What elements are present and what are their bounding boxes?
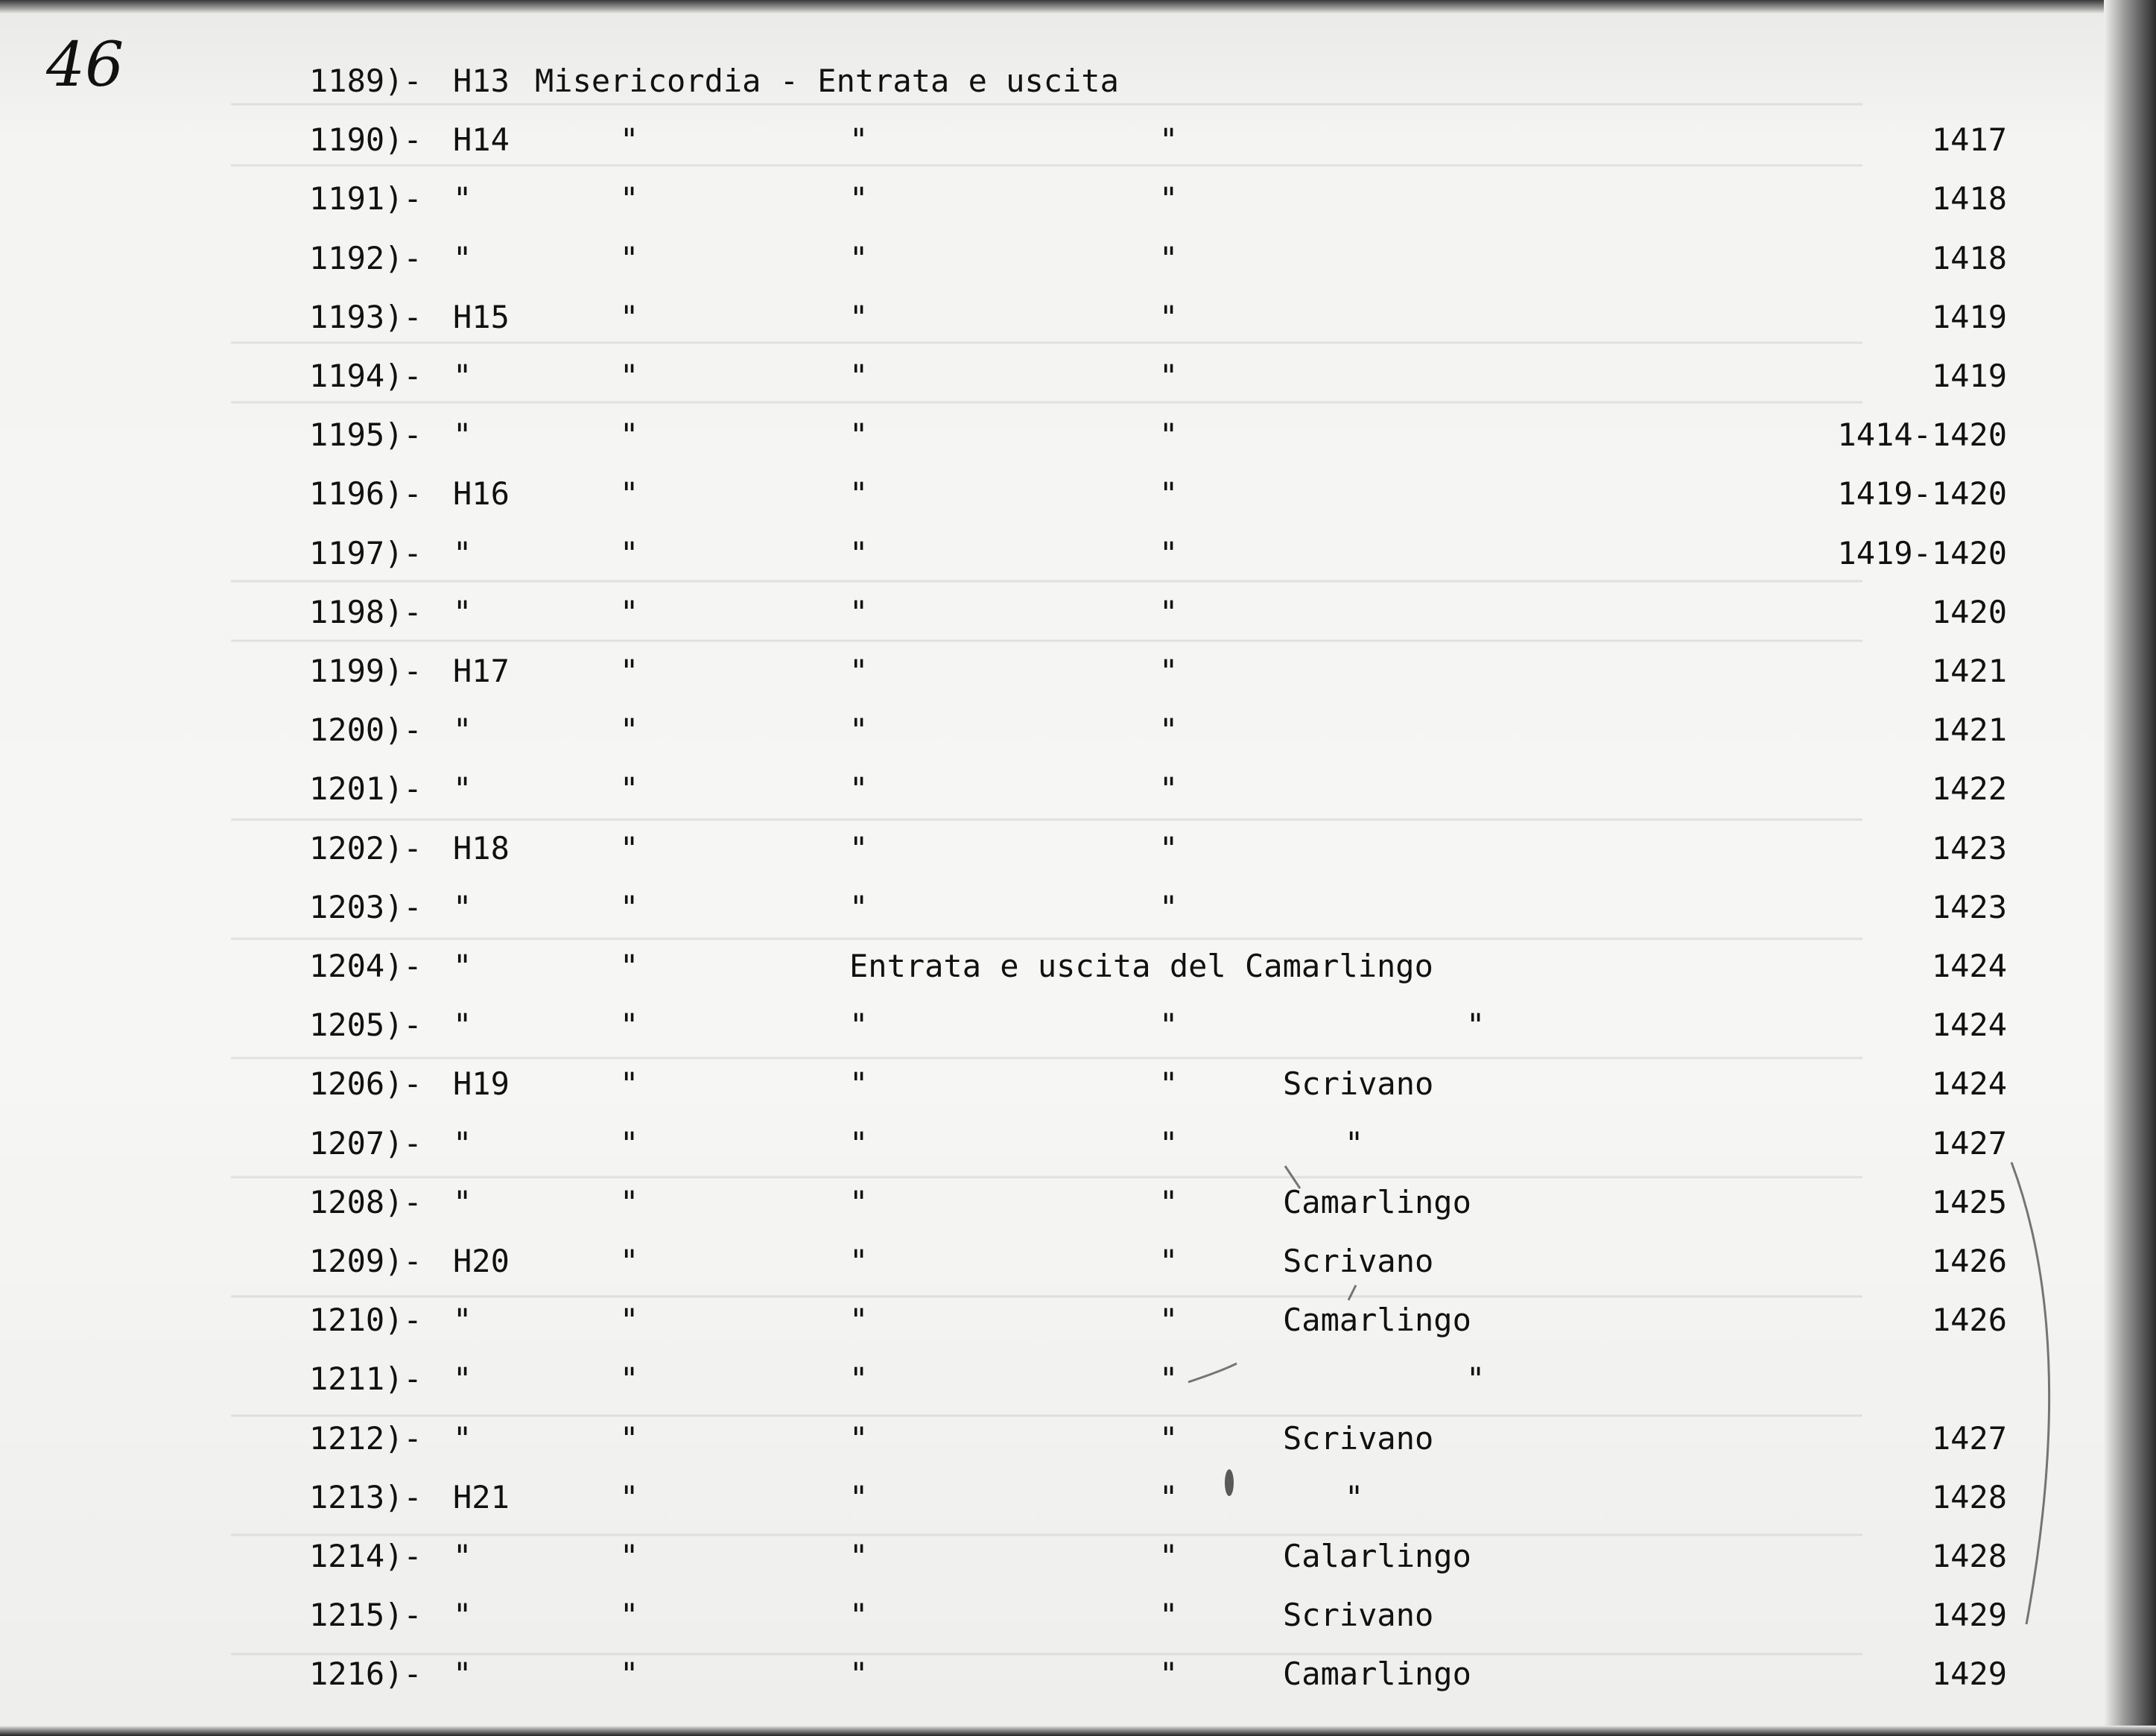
shelfmark: " <box>453 888 472 925</box>
ditto-mark: " <box>620 534 639 571</box>
ditto-mark: " <box>849 1183 869 1220</box>
ditto-mark: " <box>1159 1538 1179 1574</box>
shelfmark: " <box>453 416 472 454</box>
ditto-mark: " <box>849 1360 869 1398</box>
ditto-mark: " <box>1159 1243 1179 1279</box>
ditto-mark: " <box>620 770 639 808</box>
entry-number: 1193)- <box>309 298 422 335</box>
register-row <box>0 937 2156 995</box>
ditto-mark: " <box>849 239 869 276</box>
entry-number: 1201)- <box>309 770 422 808</box>
entry-years: 1429 <box>1931 1656 2007 1693</box>
entry-number: 1198)- <box>309 593 422 630</box>
scan-top-edge <box>0 0 2156 13</box>
entry-number: 1189)- <box>309 63 422 99</box>
shelfmark: " <box>453 1124 472 1162</box>
entry-years: 1419-1420 <box>1837 475 2007 513</box>
register-row <box>0 1232 2156 1290</box>
ditto-mark: " <box>620 1243 639 1279</box>
register-row <box>0 406 2156 464</box>
shelfmark: H13 <box>453 63 510 99</box>
ditto-mark: " <box>1159 829 1179 867</box>
ditto-mark: " <box>620 593 639 630</box>
ditto-mark: " <box>1345 1478 1364 1515</box>
register-row <box>0 1410 2156 1468</box>
register-row <box>0 1469 2156 1527</box>
ditto-mark: " <box>849 712 869 749</box>
shelfmark: H21 <box>453 1478 510 1515</box>
shelfmark: H19 <box>453 1065 510 1103</box>
entry-number: 1195)- <box>309 416 422 454</box>
register-row <box>0 1055 2156 1113</box>
ditto-mark: " <box>849 298 869 335</box>
register-row <box>0 347 2156 405</box>
ditto-mark: " <box>620 829 639 867</box>
office-holder: Camarlingo <box>1283 1656 1471 1693</box>
entry-years: 1424 <box>1931 1007 2007 1044</box>
entry-years: 1421 <box>1931 712 2007 749</box>
shelfmark: H17 <box>453 653 510 689</box>
office-holder: Calarlingo <box>1283 1538 1471 1574</box>
entry-years: 1418 <box>1931 239 2007 276</box>
ditto-mark: " <box>620 1007 639 1044</box>
entry-number: 1203)- <box>309 888 422 925</box>
ditto-mark: " <box>849 888 869 925</box>
ditto-mark: " <box>1159 1597 1179 1634</box>
ditto-mark: " <box>620 239 639 276</box>
register-row <box>0 1586 2156 1644</box>
register-row <box>0 701 2156 759</box>
ditto-mark: " <box>1159 1302 1179 1339</box>
entry-years: 1420 <box>1931 593 2007 630</box>
ditto-mark: " <box>1159 1656 1179 1693</box>
register-row <box>0 1527 2156 1585</box>
shelfmark: " <box>453 948 472 984</box>
entry-number: 1199)- <box>309 653 422 689</box>
ditto-mark: " <box>1159 1478 1179 1515</box>
ditto-mark: " <box>849 1656 869 1693</box>
entry-number: 1208)- <box>309 1183 422 1220</box>
shelfmark: H16 <box>453 475 510 513</box>
entry-number: 1200)- <box>309 712 422 749</box>
ditto-mark: " <box>620 948 639 984</box>
ditto-mark: " <box>1159 121 1179 159</box>
ditto-mark: " <box>1159 475 1179 513</box>
ditto-mark: " <box>1159 239 1179 276</box>
office-holder: Scrivano <box>1283 1597 1434 1634</box>
ditto-mark: " <box>1159 888 1179 925</box>
register-row <box>0 465 2156 523</box>
entry-years: 1422 <box>1931 770 2007 808</box>
entry-years: 1427 <box>1931 1419 2007 1457</box>
register-row <box>0 583 2156 642</box>
shelfmark: " <box>453 1656 472 1693</box>
register-row <box>0 111 2156 169</box>
register-row <box>0 1173 2156 1232</box>
ditto-mark: " <box>620 1478 639 1515</box>
entry-years: 1423 <box>1931 829 2007 867</box>
ditto-mark: " <box>849 1124 869 1162</box>
register-row <box>0 229 2156 288</box>
ditto-mark: " <box>620 1538 639 1574</box>
ditto-mark: " <box>620 298 639 335</box>
office-holder: Camarlingo <box>1283 1302 1471 1339</box>
register-row <box>0 288 2156 346</box>
ditto-mark: " <box>1159 1124 1179 1162</box>
register-row <box>0 525 2156 583</box>
entry-number: 1214)- <box>309 1538 422 1574</box>
shelfmark: H14 <box>453 121 510 159</box>
shelfmark: " <box>453 358 472 394</box>
ditto-mark: " <box>620 653 639 689</box>
ditto-mark: " <box>849 829 869 867</box>
ditto-mark: " <box>849 534 869 571</box>
register-row <box>0 1115 2156 1173</box>
ditto-mark: " <box>1159 1007 1179 1044</box>
register-row <box>0 878 2156 937</box>
entry-years: 1417 <box>1931 121 2007 159</box>
ditto-mark: " <box>620 1656 639 1693</box>
entry-number: 1205)- <box>309 1007 422 1044</box>
scan-right-edge <box>2104 0 2156 1736</box>
ditto-mark: " <box>849 475 869 513</box>
ditto-mark: " <box>1159 534 1179 571</box>
entry-years: 1427 <box>1931 1124 2007 1162</box>
register-row <box>0 642 2156 700</box>
shelfmark: H15 <box>453 298 510 335</box>
entry-years: 1426 <box>1931 1243 2007 1279</box>
shelfmark: " <box>453 239 472 276</box>
ditto-mark: " <box>849 1597 869 1634</box>
ditto-mark: " <box>849 416 869 454</box>
ditto-mark: " <box>1159 1183 1179 1220</box>
ditto-mark: " <box>849 653 869 689</box>
ditto-mark: " <box>620 121 639 159</box>
entry-number: 1216)- <box>309 1656 422 1693</box>
entry-years: 1424 <box>1931 1065 2007 1103</box>
ditto-mark: " <box>849 1419 869 1457</box>
shelfmark: H20 <box>453 1243 510 1279</box>
shelfmark: " <box>453 1183 472 1220</box>
entry-number: 1196)- <box>309 475 422 513</box>
ditto-mark: " <box>620 358 639 394</box>
register-row <box>0 996 2156 1054</box>
entry-number: 1212)- <box>309 1419 422 1457</box>
entry-years: 1419 <box>1931 298 2007 335</box>
ditto-mark: " <box>849 180 869 218</box>
entry-number: 1202)- <box>309 829 422 867</box>
ditto-mark: " <box>849 1007 869 1044</box>
ditto-mark: " <box>849 1538 869 1574</box>
ditto-mark: " <box>849 1302 869 1339</box>
ditto-mark: " <box>849 1065 869 1103</box>
shelfmark: H18 <box>453 829 510 867</box>
entry-years: 1421 <box>1931 653 2007 689</box>
entry-years: 1428 <box>1931 1538 2007 1574</box>
entry-years: 1426 <box>1931 1302 2007 1339</box>
series-title: Misericordia - Entrata e uscita <box>535 63 1119 99</box>
ditto-mark: " <box>620 1360 639 1398</box>
ditto-mark: " <box>1159 416 1179 454</box>
entry-years: 1428 <box>1931 1478 2007 1515</box>
ditto-mark: " <box>620 1065 639 1103</box>
entry-number: 1211)- <box>309 1360 422 1398</box>
page-number: 46 <box>46 30 124 101</box>
ditto-mark: " <box>849 770 869 808</box>
office-holder: Scrivano <box>1283 1065 1434 1103</box>
register-row <box>0 1645 2156 1703</box>
ditto-mark: " <box>1159 1065 1179 1103</box>
ditto-mark: " <box>1159 593 1179 630</box>
register-row <box>0 760 2156 818</box>
register-row <box>0 1350 2156 1408</box>
shelfmark: " <box>453 1597 472 1634</box>
office-holder: Camarlingo <box>1283 1183 1471 1220</box>
shelfmark: " <box>453 1007 472 1044</box>
shelfmark: " <box>453 534 472 571</box>
entry-number: 1210)- <box>309 1302 422 1339</box>
ditto-mark: " <box>620 1124 639 1162</box>
entry-number: 1206)- <box>309 1065 422 1103</box>
entry-years: 1423 <box>1931 888 2007 925</box>
entry-number: 1213)- <box>309 1478 422 1515</box>
scan-bottom-edge <box>0 1726 2156 1736</box>
entry-years: 1418 <box>1931 180 2007 218</box>
ditto-mark: " <box>1159 770 1179 808</box>
office-holder: Scrivano <box>1283 1419 1434 1457</box>
ditto-mark: " <box>849 121 869 159</box>
entry-number: 1190)- <box>309 121 422 159</box>
entry-years: 1414-1420 <box>1837 416 2007 454</box>
shelfmark: " <box>453 1302 472 1339</box>
ditto-mark: " <box>620 1183 639 1220</box>
entry-description: Entrata e uscita del Camarlingo <box>849 948 1433 984</box>
ditto-mark: " <box>849 1478 869 1515</box>
ditto-mark: " <box>849 593 869 630</box>
entry-number: 1194)- <box>309 358 422 394</box>
ditto-mark: " <box>1159 180 1179 218</box>
ditto-mark: " <box>620 180 639 218</box>
entry-number: 1215)- <box>309 1597 422 1634</box>
shelfmark: " <box>453 1538 472 1574</box>
ditto-mark: " <box>1159 653 1179 689</box>
shelfmark: " <box>453 1419 472 1457</box>
ditto-mark: " <box>620 475 639 513</box>
register-row <box>0 52 2156 110</box>
office-holder: Scrivano <box>1283 1243 1434 1279</box>
ditto-mark: " <box>849 1243 869 1279</box>
ditto-mark: " <box>1159 1360 1179 1398</box>
shelfmark: " <box>453 593 472 630</box>
ditto-mark: " <box>620 712 639 749</box>
register-row <box>0 1291 2156 1349</box>
shelfmark: " <box>453 770 472 808</box>
ditto-mark: " <box>1466 1360 1486 1398</box>
register-row <box>0 820 2156 878</box>
ditto-mark: " <box>1159 358 1179 394</box>
ditto-mark: " <box>620 888 639 925</box>
entry-number: 1192)- <box>309 239 422 276</box>
entry-years: 1419 <box>1931 358 2007 394</box>
ditto-mark: " <box>1159 1419 1179 1457</box>
entry-number: 1209)- <box>309 1243 422 1279</box>
shelfmark: " <box>453 180 472 218</box>
ditto-mark: " <box>1345 1124 1364 1162</box>
shelfmark: " <box>453 1360 472 1398</box>
ditto-mark: " <box>620 1597 639 1634</box>
entry-years: 1424 <box>1931 948 2007 984</box>
entry-number: 1191)- <box>309 180 422 218</box>
ditto-mark: " <box>1159 712 1179 749</box>
ditto-mark: " <box>1159 298 1179 335</box>
ditto-mark: " <box>620 416 639 454</box>
shelfmark: " <box>453 712 472 749</box>
ditto-mark: " <box>1466 1007 1486 1044</box>
entry-number: 1207)- <box>309 1124 422 1162</box>
ditto-mark: " <box>620 1302 639 1339</box>
entry-years: 1419-1420 <box>1837 534 2007 571</box>
register-row <box>0 170 2156 228</box>
ditto-mark: " <box>620 1419 639 1457</box>
entry-number: 1197)- <box>309 534 422 571</box>
entry-years: 1425 <box>1931 1183 2007 1220</box>
ditto-mark: " <box>849 358 869 394</box>
entry-number: 1204)- <box>309 948 422 984</box>
entry-years: 1429 <box>1931 1597 2007 1634</box>
